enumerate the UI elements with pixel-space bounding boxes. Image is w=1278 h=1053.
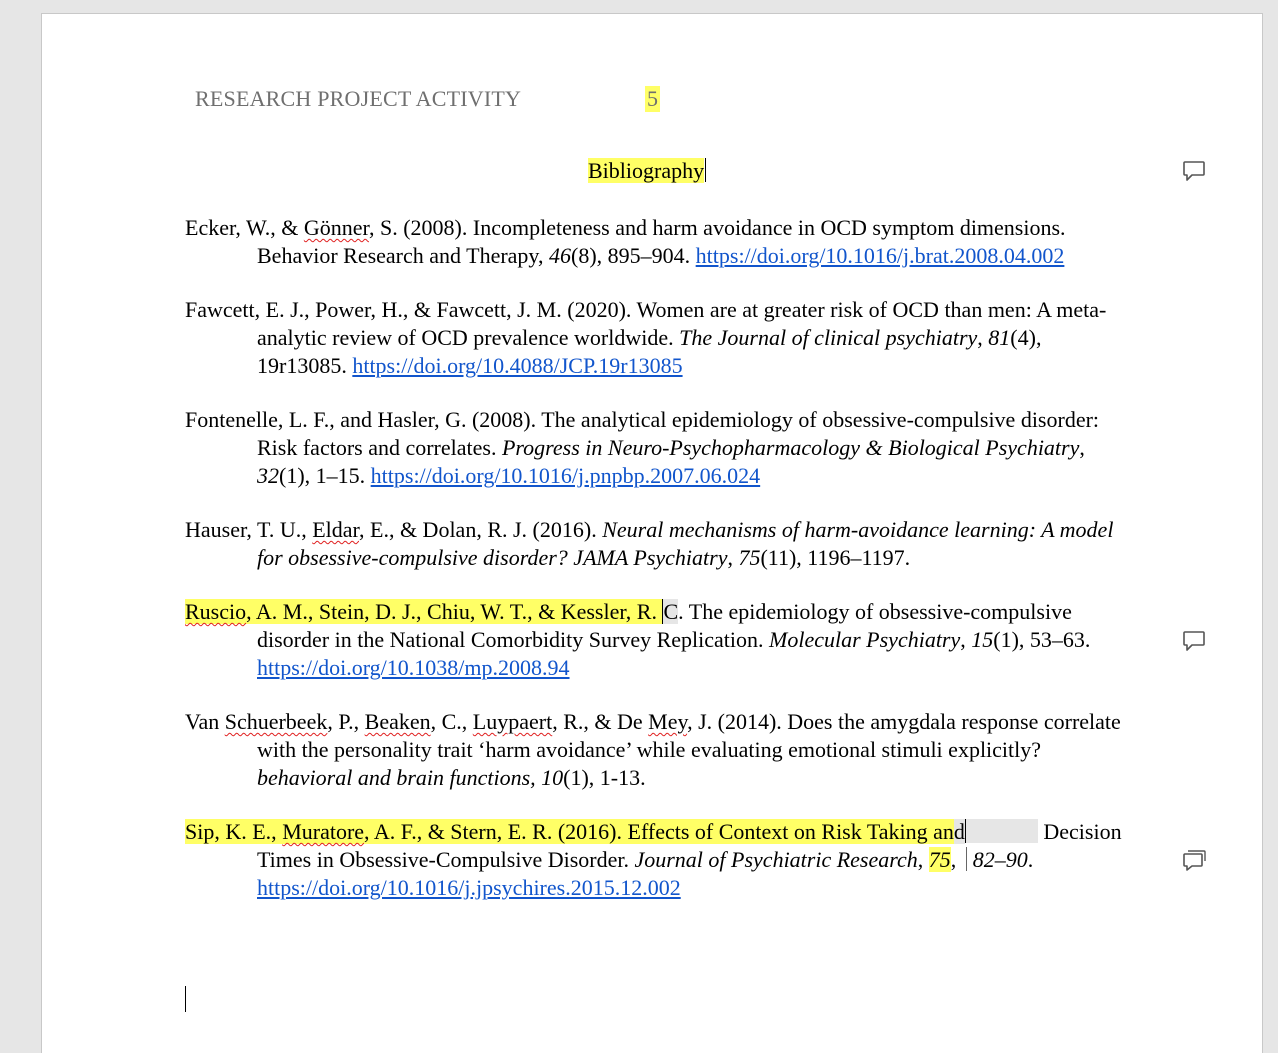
ref-text: ,: [1079, 435, 1085, 460]
ref-text: ,: [917, 847, 929, 872]
ref-text: (11), 1196–1197.: [760, 545, 911, 570]
reference-entry[interactable]: [185, 516, 1125, 572]
ref-text: Ecker, W., &: [185, 215, 304, 240]
doi-link[interactable]: https://doi.org/10.1016/j.pnpbp.2007.06.024: [370, 463, 761, 488]
reference-list: [185, 214, 1125, 928]
ref-text: (1), 53–63.: [993, 627, 1091, 652]
ref-text: Decision Times in Obsessive-Compulsive Disorder.: [257, 819, 1122, 872]
ref-pages: 82–90: [967, 847, 1028, 872]
selected-initial[interactable]: C: [663, 599, 679, 624]
ref-text: Van: [185, 709, 225, 734]
spelling-flag[interactable]: Muratore: [282, 819, 365, 844]
spelling-flag[interactable]: Eldar: [312, 517, 359, 542]
ref-text: . The epidemiology of obsessive-compulsive disorder in the National Comorbidity Survey Replication.: [257, 599, 1072, 652]
ref-text: Hauser, T. U.,: [185, 517, 313, 542]
comment-icon[interactable]: [1182, 160, 1206, 182]
ref-volume: 75: [928, 847, 951, 872]
ref-journal: Journal of Psychiatric Research: [634, 847, 918, 872]
ref-text: , P.,: [327, 709, 365, 734]
ref-journal: Progress in Neuro-Psychopharmacology & Biological Psychiatry: [501, 435, 1080, 460]
ref-text: , A. M., Stein, D. J., Chiu, W. T., & Kessler, R.: [246, 599, 663, 624]
spelling-flag[interactable]: Ruscio: [185, 599, 247, 624]
ref-text: (4), 19r13085.: [257, 325, 1042, 378]
title-text: Bibliography: [588, 158, 705, 183]
reference-entry[interactable]: [185, 296, 1125, 380]
document-page[interactable]: [41, 13, 1263, 1053]
ref-volume: 32: [257, 463, 279, 488]
spelling-flag[interactable]: Beaken: [364, 709, 431, 734]
ref-journal: Molecular Psychiatry: [769, 627, 961, 652]
ref-text: , C.,: [430, 709, 473, 734]
ref-text: (1), 1–15.: [279, 463, 371, 488]
text-cursor: [705, 158, 706, 182]
reference-entry[interactable]: [185, 214, 1125, 270]
ref-text: , J. (2014). Does the amygdala response correlate with the personality trait ‘harm avoidance’ while evaluating emotional stimuli explicitly?: [257, 709, 1121, 762]
ref-title: Neural mechanisms of harm-avoidance learning: A model for obsessive-compulsive disorder? JAMA Psychiatry: [257, 517, 1114, 570]
ref-journal: behavioral and brain functions, 10: [257, 765, 564, 790]
page-number: 5: [647, 86, 658, 111]
ref-volume: 81: [988, 325, 1011, 350]
doi-link[interactable]: https://doi.org/10.1016/j.brat.2008.04.002: [695, 243, 1065, 268]
spelling-flag[interactable]: Gönner: [303, 215, 369, 240]
ref-volume: 15: [971, 627, 994, 652]
ref-text: Sip, K. E.,: [185, 819, 283, 844]
ref-text: , A. F., & Stern, E. R. (2016). Effects of Context on Risk Taking an: [364, 819, 954, 844]
ref-text: , S. (2008). Incompleteness and harm avoidance in OCD symptom dimensions. Behavior Research and Therapy,: [257, 215, 1066, 268]
tracked-change[interactable]: d: [953, 819, 965, 844]
ref-text: ,: [977, 325, 989, 350]
comment-icon[interactable]: [1182, 630, 1206, 652]
ref-text: (8), 895–904.: [571, 243, 696, 268]
ref-volume: 75: [738, 545, 761, 570]
running-head: RESEARCH PROJECT ACTIVITY: [195, 86, 522, 111]
insertion-cursor: [185, 986, 186, 1012]
reference-entry[interactable]: [185, 406, 1125, 490]
reference-entry[interactable]: [185, 598, 1125, 682]
spelling-flag[interactable]: Schuerbeek: [224, 709, 328, 734]
reference-entry[interactable]: [185, 818, 1125, 902]
page-title: [588, 158, 706, 184]
ref-text: .: [1027, 847, 1034, 872]
doi-link[interactable]: https://doi.org/10.1016/j.jpsychires.2015.12.002: [257, 875, 681, 900]
doi-link[interactable]: https://doi.org/10.1038/mp.2008.94: [257, 655, 570, 680]
reference-entry[interactable]: [185, 708, 1125, 792]
ref-text: Fawcett, E. J., Power, H., & Fawcett, J. M. (2020). Women are at greater risk of OCD than men: A meta-analytic review of OCD prevalence worldwide.: [185, 297, 1107, 350]
doi-link[interactable]: https://doi.org/10.4088/JCP.19r13085: [352, 353, 683, 378]
ref-text: (1), 1-13.: [563, 765, 646, 790]
ref-text: ,: [727, 545, 739, 570]
ref-text: Fontenelle, L. F., and Hasler, G. (2008). The analytical epidemiology of obsessive-compulsive disorder: Risk factors and correlates.: [185, 407, 1100, 460]
change-marker: [965, 819, 1038, 843]
ref-text: , E., & Dolan, R. J. (2016).: [359, 517, 603, 542]
ref-text: ,: [950, 847, 957, 872]
ref-volume: 46: [549, 243, 571, 268]
ref-text: , R., & De: [552, 709, 649, 734]
ref-text: ,: [960, 627, 972, 652]
spelling-flag[interactable]: Mey: [648, 709, 688, 734]
spelling-flag[interactable]: Luypaert: [472, 709, 553, 734]
ref-journal: The Journal of clinical psychiatry: [679, 325, 978, 350]
comment-thread-icon[interactable]: [1182, 850, 1206, 872]
